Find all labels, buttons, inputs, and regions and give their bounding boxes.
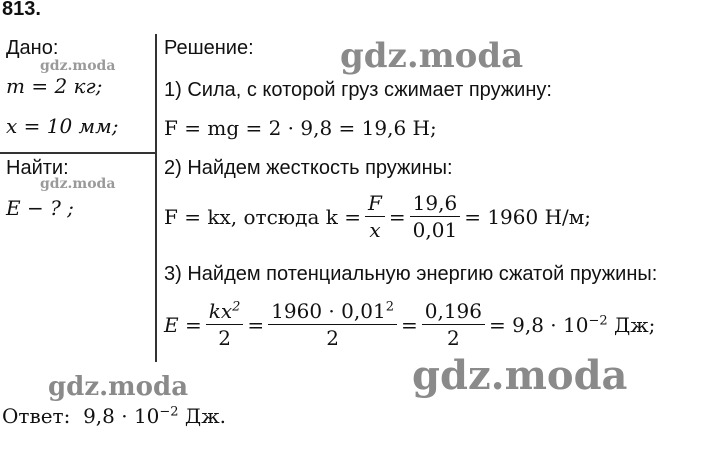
step3-fraction-result	[422, 298, 485, 351]
step2-result: = 1960 Н/м;	[464, 204, 592, 229]
fraction-denominator: 0,01	[412, 218, 458, 242]
fraction-numerator: 0,196	[422, 298, 485, 325]
step1-formula: F = mg = 2 · 9,8 = 19,6 Н;	[164, 116, 437, 140]
step3-fraction-kx2	[206, 298, 244, 351]
step3-result: = $9,8 \cdot 10^{-2}$ Дж;	[489, 312, 656, 337]
column-divider	[155, 34, 157, 362]
step3-formula	[164, 298, 655, 351]
step2-text: 2) Найдем жесткость пружины:	[164, 157, 453, 179]
watermark-logo: gdz.moda	[40, 58, 116, 74]
problem-number: 813.	[2, 0, 41, 20]
given-compression: x = 10 мм;	[6, 114, 119, 138]
fraction-denominator: 2	[218, 326, 231, 350]
watermark-logo: gdz.moda	[40, 176, 116, 192]
equals-sign: =	[247, 312, 265, 337]
fraction-denominator: 2	[447, 326, 460, 350]
equals-sign: =	[400, 312, 418, 337]
find-header: Найти:	[6, 157, 69, 179]
step2-fraction-f-over-x	[365, 190, 385, 243]
given-header: Дано:	[6, 37, 59, 59]
given-find-divider	[0, 152, 155, 154]
fraction-numerator: 19,6	[410, 190, 461, 217]
fraction-denominator: 2	[326, 326, 339, 350]
answer-label: Ответ:	[2, 404, 71, 428]
fraction-numerator: F	[365, 190, 385, 217]
given-mass: m = 2 кг;	[6, 74, 103, 98]
fraction-denominator: x	[369, 218, 381, 242]
step2-fraction-values	[410, 190, 461, 243]
find-expression: E − ? ;	[6, 196, 74, 220]
fraction-numerator: $1960 \cdot 0,01^2$	[268, 298, 397, 325]
watermark-logo: gdz.moda	[340, 36, 524, 76]
step3-fraction-values	[268, 298, 397, 351]
answer-value: $9,8 \cdot 10^{-2}$ Дж.	[83, 404, 226, 428]
step3-energy-symbol: E =	[164, 312, 202, 337]
step2-prefix: F = kx, отсюда k =	[164, 204, 362, 229]
solution-header: Решение:	[164, 37, 254, 59]
watermark-logo: gdz.moda	[48, 372, 189, 402]
step1-text: 1) Сила, с которой груз сжимает пружину:	[164, 79, 552, 101]
step2-formula	[164, 190, 591, 243]
watermark-logo: gdz.moda	[412, 352, 628, 399]
answer-line	[2, 404, 226, 428]
equals-sign: =	[388, 204, 406, 229]
fraction-numerator: $kx^2$	[206, 298, 244, 325]
step3-text: 3) Найдем потенциальную энергию сжатой пружины:	[164, 263, 658, 285]
